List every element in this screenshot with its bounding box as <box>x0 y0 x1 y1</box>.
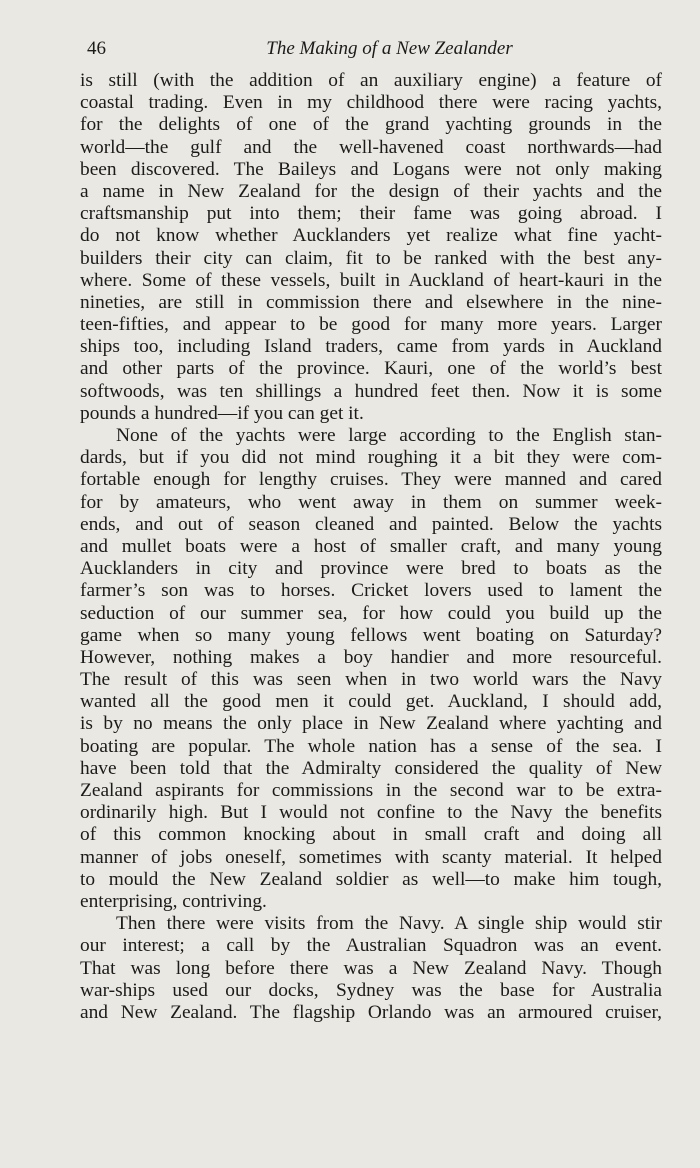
page-number: 46 <box>87 38 106 59</box>
running-title: The Making of a New Zealander <box>266 38 513 59</box>
text-line: Then there were visits from the Navy. A single ship would stir <box>116 913 662 935</box>
text-line: dards, but if you did not mind roughing it a bit they were com- <box>80 447 662 469</box>
text-line: None of the yachts were large according to the English stan- <box>116 425 662 446</box>
text-line: wanted all the good men it could get. Auckland, I should add, <box>80 691 662 713</box>
text-line: been discovered. The Baileys and Logans were not only making <box>80 158 662 180</box>
text-line: The result of this was seen when in two world wars the Navy <box>80 669 662 691</box>
text-line: teen-fifties, and appear to be good for many more years. Larger <box>80 314 662 336</box>
text-line: That was long before there was a New Zealand Navy. Though <box>80 957 662 979</box>
body-text <box>80 70 662 1024</box>
text-line: manner of jobs oneself, sometimes with scanty material. It helped <box>80 846 662 868</box>
text-line: is still (with the addition of an auxiliary engine) a feature of <box>80 70 662 91</box>
text-line: and New Zealand. The flagship Orlando was an armoured cruiser, <box>80 1001 662 1023</box>
text-line: and other parts of the province. Kauri, one of the world’s best <box>80 358 662 380</box>
text-line: fortable enough for lengthy cruises. They were manned and cared <box>80 469 662 491</box>
text-line: war-ships used our docks, Sydney was the base for Australia <box>80 979 662 1001</box>
running-head <box>87 38 662 64</box>
text-line: nineties, are still in commission there and elsewhere in the nine- <box>80 291 662 313</box>
text-line: ships too, including Island traders, came from yards in Auckland <box>80 336 662 358</box>
text-line: to mould the New Zealand soldier as well—to make him tough, <box>80 868 662 890</box>
text-line: builders their city can claim, fit to be ranked with the best any- <box>80 247 662 269</box>
text-line: is by no means the only place in New Zealand where yachting and <box>80 713 662 735</box>
text-line: farmer’s son was to horses. Cricket lovers used to lament the <box>80 580 662 602</box>
text-line: coastal trading. Even in my childhood there were racing yachts, <box>80 92 662 114</box>
text-line: ordinarily high. But I would not confine to the Navy the benefits <box>80 802 662 824</box>
text-line: for the delights of one of the grand yachting grounds in the <box>80 114 662 136</box>
text-line: seduction of our summer sea, for how could you build up the <box>80 602 662 624</box>
text-line: enterprising, contriving. <box>80 890 267 912</box>
text-line: However, nothing makes a boy handier and more resourceful. <box>80 646 662 668</box>
text-line: craftsmanship put into them; their fame was going abroad. I <box>80 203 662 225</box>
text-line: have been told that the Admiralty considered the quality of New <box>80 757 662 779</box>
text-line: boating are popular. The whole nation has a sense of the sea. I <box>80 735 662 757</box>
text-line: for by amateurs, who went away in them on summer week- <box>80 491 662 513</box>
text-line: world—the gulf and the well-havened coast northwards—had <box>80 136 662 158</box>
text-line: ends, and out of season cleaned and painted. Below the yachts <box>80 513 662 535</box>
text-line: where. Some of these vessels, built in Auckland of heart-kauri in the <box>80 269 662 291</box>
text-line: a name in New Zealand for the design of their yachts and the <box>80 180 662 202</box>
text-line: do not know whether Aucklanders yet realize what fine yacht- <box>80 225 662 247</box>
text-line: and mullet boats were a host of smaller craft, and many young <box>80 535 662 557</box>
text-line: softwoods, was ten shillings a hundred feet then. Now it is some <box>80 380 662 402</box>
text-line: pounds a hundred—if you can get it. <box>80 402 364 424</box>
text-line: Zealand aspirants for commissions in the second war to be extra- <box>80 780 662 801</box>
text-line: our interest; a call by the Australian Squadron was an event. <box>80 935 662 957</box>
text-line: of this common knocking about in small craft and doing all <box>80 824 662 846</box>
text-line: game when so many young fellows went boating on Saturday? <box>80 624 662 646</box>
text-line: Aucklanders in city and province were bred to boats as the <box>80 558 662 580</box>
